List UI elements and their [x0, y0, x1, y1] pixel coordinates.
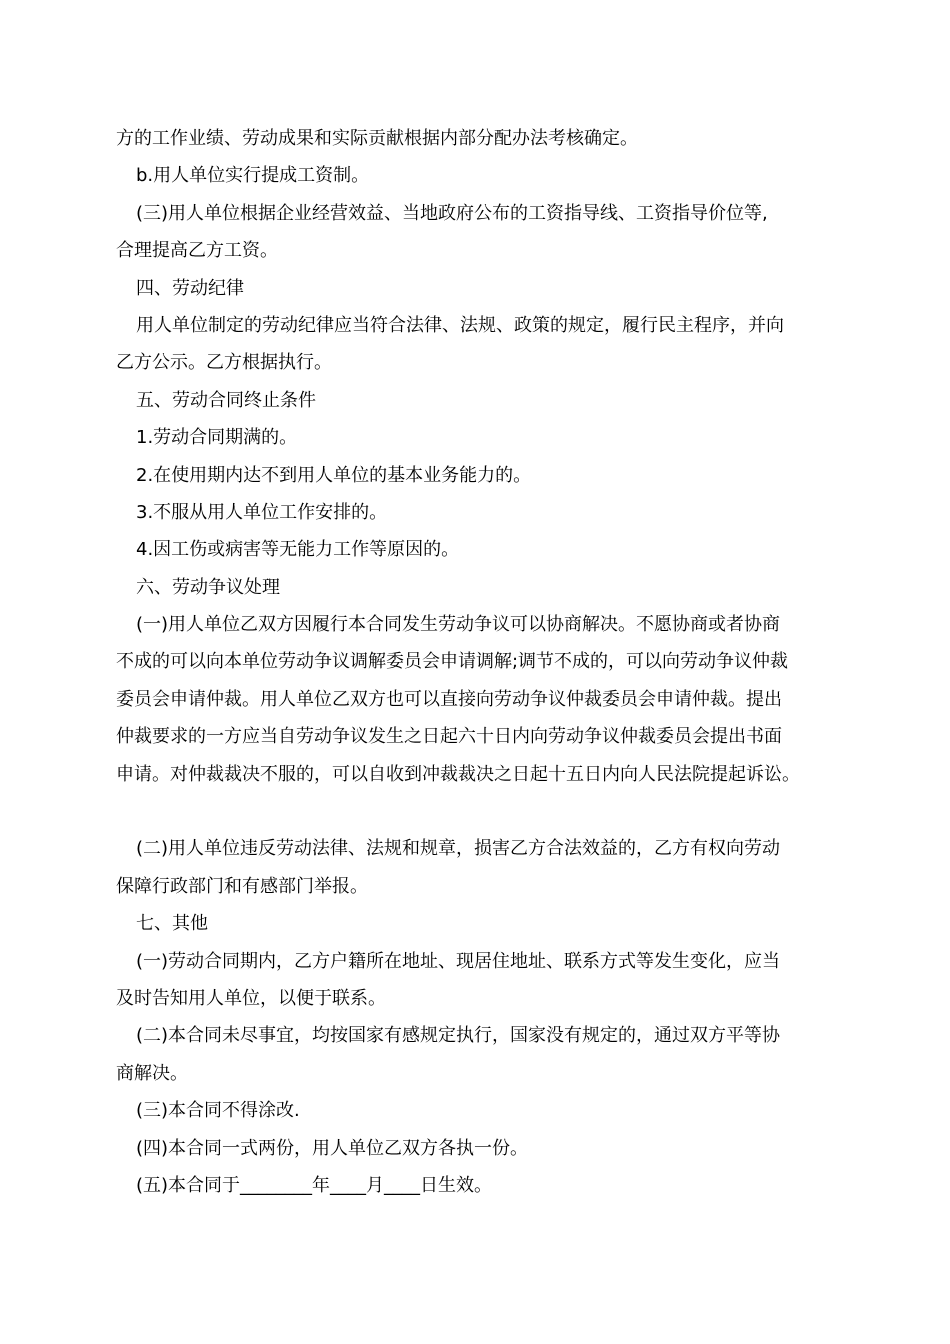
- text-line: (二)本合同未尽事宜，均按国家有感规定执行，国家没有规定的，通过双方平等协: [136, 1025, 781, 1047]
- section-heading: 四、劳动纪律: [136, 277, 244, 299]
- paragraph-gap: [116, 793, 856, 830]
- text-line: (一)劳动合同期内，乙方户籍所在地址、现居住地址、联系方式等发生变化，应当: [136, 950, 781, 972]
- text-line: 保障行政部门和有感部门举报。: [116, 875, 368, 897]
- text-line: 不成的可以向本单位劳动争议调解委员会申请调解;调节不成的，可以向劳动争议仲裁: [116, 651, 789, 673]
- text-line: (三)本合同不得涂改.: [136, 1100, 300, 1122]
- list-item: 3.不服从用人单位工作安排的。: [136, 501, 388, 523]
- list-item: 4.因工伤或病害等无能力工作等原因的。: [136, 539, 460, 561]
- text-line: 合理提高乙方工资。: [116, 240, 278, 262]
- text-line: 及时告知用人单位，以便于联系。: [116, 987, 386, 1009]
- text-line: b.用人单位实行提成工资制。: [136, 165, 370, 187]
- text-line: 方的工作业绩、劳动成果和实际贡献根据内部分配办法考核确定。: [116, 128, 638, 149]
- text-line: (二)用人单位违反劳动法律、法规和规章，损害乙方合法效益的，乙方有权向劳动: [136, 838, 781, 860]
- text-line: (四)本合同一式两份，用人单位乙双方各执一份。: [136, 1137, 529, 1159]
- list-item: 1.劳动合同期满的。: [136, 427, 298, 449]
- text-line: (一)用人单位乙双方因履行本合同发生劳动争议可以协商解决。不愿协商或者协商: [136, 614, 781, 636]
- text-line: 乙方公示。乙方根据执行。: [116, 352, 332, 374]
- text-line: 仲裁要求的一方应当自劳动争议发生之日起六十日内向劳动争议仲裁委员会提出书面: [116, 726, 782, 748]
- text-line: 委员会申请仲裁。用人单位乙双方也可以直接向劳动争议仲裁委员会申请仲裁。提出: [116, 688, 782, 710]
- text-line: (五)本合同于________年____月____日生效。: [136, 1174, 493, 1196]
- section-heading: 七、其他: [136, 913, 208, 935]
- section-heading: 五、劳动合同终止条件: [136, 389, 316, 411]
- text-line: 用人单位制定的劳动纪律应当符合法律、法规、政策的规定，履行民主程序，并向: [136, 314, 784, 336]
- text-line: (三)用人单位根据企业经营效益、当地政府公布的工资指导线、工资指导价位等,: [136, 202, 768, 224]
- text-line: 商解决。: [116, 1062, 188, 1084]
- section-heading: 六、劳动争议处理: [136, 576, 280, 598]
- list-item: 2.在使用期内达不到用人单位的基本业务能力的。: [136, 464, 532, 486]
- text-line: 申请。对仲裁裁决不服的，可以自收到冲裁裁决之日起十五日内向人民法院提起诉讼。: [116, 763, 800, 785]
- document-body: [116, 120, 856, 1204]
